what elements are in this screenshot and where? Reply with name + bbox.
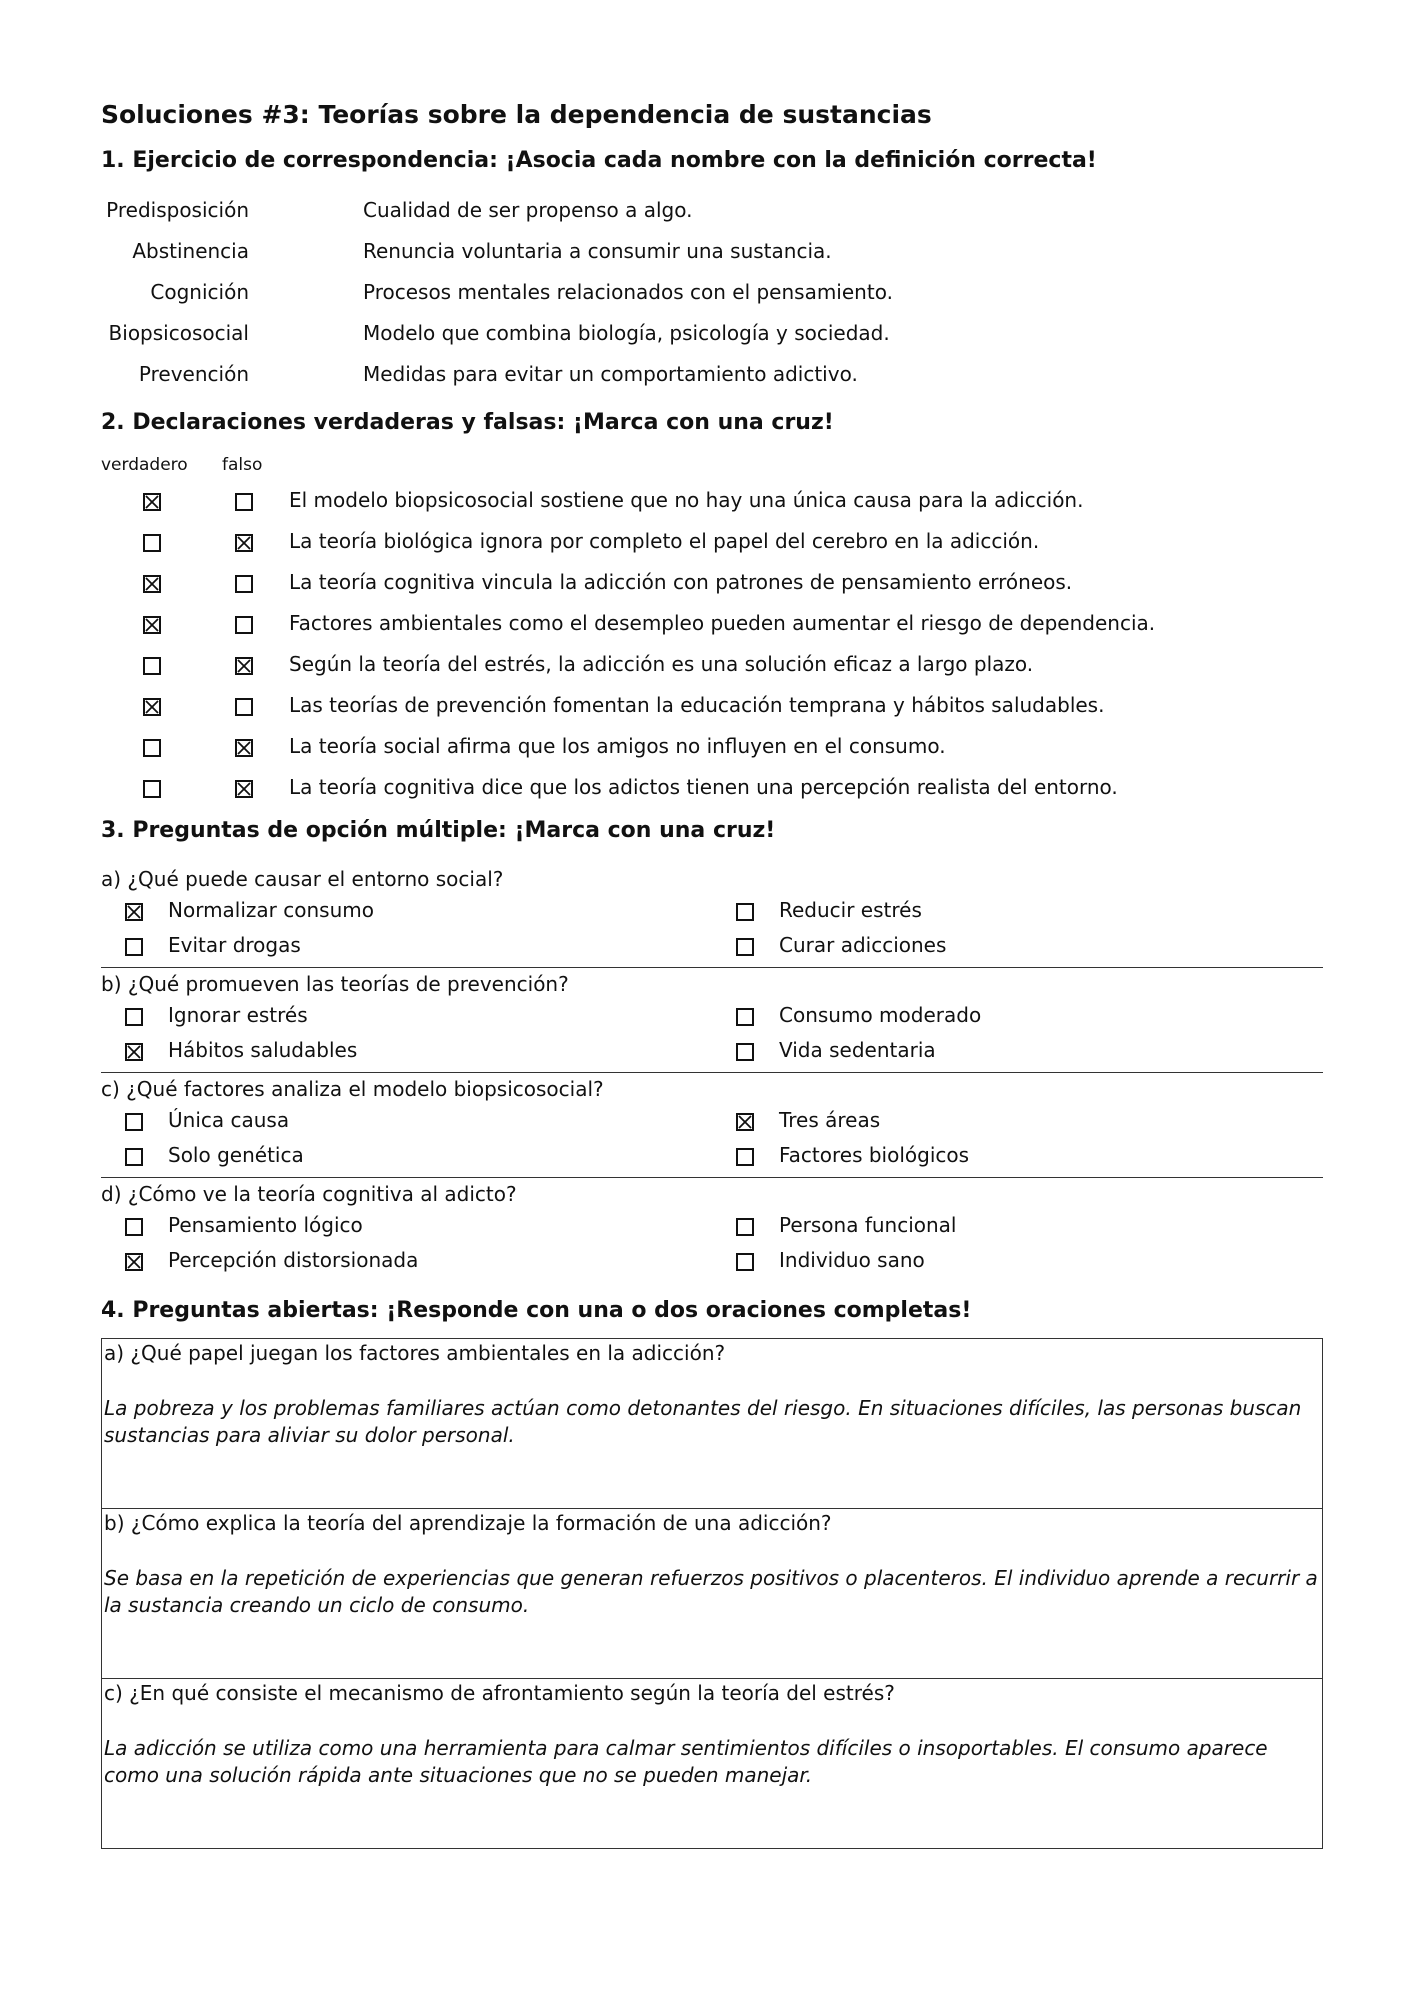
false-checkbox[interactable]	[235, 698, 253, 716]
question-divider	[101, 967, 1323, 968]
answer-text[interactable]: Se basa en la repetición de experiencias que generan refuerzos positivos o placenteros. El individuo aprende a recurrir a la sustancia creando un ciclo de consumo.	[104, 1566, 1318, 1617]
option-checkbox[interactable]	[125, 903, 143, 921]
true-checkbox[interactable]	[143, 575, 161, 593]
true-false-row	[101, 481, 1323, 522]
false-checkbox[interactable]	[235, 534, 253, 552]
option-checkbox[interactable]	[125, 1253, 143, 1271]
false-checkbox[interactable]	[235, 657, 253, 675]
true-checkbox[interactable]	[143, 534, 161, 552]
open-question-cell	[102, 1339, 1322, 1509]
true-false-row	[101, 645, 1323, 686]
option-checkbox[interactable]	[736, 1008, 754, 1026]
matching-term: Cognición	[150, 280, 249, 304]
cross-mark-icon	[127, 1045, 141, 1059]
answer-option[interactable]	[712, 894, 1272, 929]
question-text: a) ¿Qué puede causar el entorno social?	[101, 867, 504, 891]
true-checkbox[interactable]	[143, 780, 161, 798]
matching-definition: Cualidad de ser propenso a algo.	[363, 198, 693, 222]
option-checkbox[interactable]	[125, 1008, 143, 1026]
answer-option[interactable]	[101, 1034, 661, 1069]
section4-heading: 4. Preguntas abiertas: ¡Responde con una o dos oraciones completas!	[101, 1298, 972, 1323]
column-false-label: falso	[222, 455, 263, 475]
true-checkbox[interactable]	[143, 493, 161, 511]
question-divider	[101, 1072, 1323, 1073]
false-checkbox[interactable]	[235, 493, 253, 511]
open-question-text: a) ¿Qué papel juegan los factores ambientales en la adicción?	[104, 1341, 726, 1365]
option-checkbox[interactable]	[736, 1253, 754, 1271]
true-false-row	[101, 686, 1323, 727]
statement-text: La teoría cognitiva vincula la adicción con patrones de pensamiento erróneos.	[289, 570, 1073, 594]
answer-option[interactable]	[101, 929, 661, 964]
option-checkbox[interactable]	[736, 1043, 754, 1061]
true-false-row	[101, 768, 1323, 809]
option-label: Ignorar estrés	[168, 1003, 308, 1027]
option-label: Hábitos saludables	[168, 1038, 358, 1062]
cross-mark-icon	[145, 495, 159, 509]
statement-text: La teoría biológica ignora por completo el papel del cerebro en la adicción.	[289, 529, 1040, 553]
matching-term: Prevención	[138, 362, 249, 386]
cross-mark-icon	[738, 1115, 752, 1129]
false-checkbox[interactable]	[235, 616, 253, 634]
answer-option[interactable]	[712, 1104, 1272, 1139]
answer-option[interactable]	[712, 1034, 1272, 1069]
open-question-text: c) ¿En qué consiste el mecanismo de afrontamiento según la teoría del estrés?	[104, 1681, 895, 1705]
matching-definition: Renuncia voluntaria a consumir una sustancia.	[363, 239, 832, 263]
question-text: b) ¿Qué promueven las teorías de prevención?	[101, 972, 569, 996]
option-label: Persona funcional	[779, 1213, 957, 1237]
true-false-row	[101, 522, 1323, 563]
answer-text[interactable]: La adicción se utiliza como una herramienta para calmar sentimientos difíciles o insoportables. El consumo aparece como una solución rápida ante situaciones que no se pueden manejar.	[104, 1736, 1268, 1787]
option-label: Tres áreas	[779, 1108, 881, 1132]
option-checkbox[interactable]	[125, 1218, 143, 1236]
section3-heading: 3. Preguntas de opción múltiple: ¡Marca con una cruz!	[101, 818, 776, 843]
cross-mark-icon	[237, 782, 251, 796]
answer-option[interactable]	[712, 1139, 1272, 1174]
true-false-row	[101, 563, 1323, 604]
option-label: Vida sedentaria	[779, 1038, 936, 1062]
option-label: Evitar drogas	[168, 933, 301, 957]
question-divider	[101, 1177, 1323, 1178]
answer-text[interactable]: La pobreza y los problemas familiares actúan como detonantes del riesgo. En situaciones difíciles, las personas buscan sustancias para aliviar su dolor personal.	[104, 1396, 1302, 1447]
option-checkbox[interactable]	[125, 1113, 143, 1131]
answer-option[interactable]	[712, 1209, 1272, 1244]
true-false-row	[101, 604, 1323, 645]
answer-option[interactable]	[712, 999, 1272, 1034]
statement-text: La teoría cognitiva dice que los adictos tienen una percepción realista del entorno.	[289, 775, 1118, 799]
answer-option[interactable]	[101, 1139, 661, 1174]
column-true-label: verdadero	[101, 455, 188, 475]
open-question-cell	[102, 1509, 1322, 1679]
cross-mark-icon	[145, 700, 159, 714]
page-title: Soluciones #3: Teorías sobre la dependencia de sustancias	[101, 100, 932, 129]
open-question-cell	[102, 1679, 1322, 1848]
answer-option[interactable]	[101, 1244, 661, 1279]
cross-mark-icon	[145, 577, 159, 591]
matching-definition: Medidas para evitar un comportamiento adictivo.	[363, 362, 858, 386]
option-label: Única causa	[168, 1108, 290, 1132]
statement-text: El modelo biopsicosocial sostiene que no hay una única causa para la adicción.	[289, 488, 1084, 512]
matching-term: Predisposición	[106, 198, 249, 222]
true-checkbox[interactable]	[143, 698, 161, 716]
open-question-text: b) ¿Cómo explica la teoría del aprendizaje la formación de una adicción?	[104, 1511, 832, 1535]
option-checkbox[interactable]	[125, 1148, 143, 1166]
option-label: Pensamiento lógico	[168, 1213, 363, 1237]
option-label: Consumo moderado	[779, 1003, 982, 1027]
option-checkbox[interactable]	[736, 903, 754, 921]
matching-term: Biopsicosocial	[108, 321, 249, 345]
option-checkbox[interactable]	[736, 1148, 754, 1166]
statement-text: Según la teoría del estrés, la adicción es una solución eficaz a largo plazo.	[289, 652, 1034, 676]
answer-option[interactable]	[101, 894, 661, 929]
statement-text: La teoría social afirma que los amigos no influyen en el consumo.	[289, 734, 946, 758]
answer-option[interactable]	[101, 999, 661, 1034]
true-checkbox[interactable]	[143, 739, 161, 757]
option-label: Solo genética	[168, 1143, 304, 1167]
option-label: Normalizar consumo	[168, 898, 374, 922]
matching-definition: Modelo que combina biología, psicología y sociedad.	[363, 321, 890, 345]
option-checkbox[interactable]	[736, 938, 754, 956]
option-label: Percepción distorsionada	[168, 1248, 419, 1272]
false-checkbox[interactable]	[235, 780, 253, 798]
answer-option[interactable]	[712, 1244, 1272, 1279]
cross-mark-icon	[145, 618, 159, 632]
answer-option[interactable]	[101, 1104, 661, 1139]
option-label: Factores biológicos	[779, 1143, 970, 1167]
option-label: Curar adicciones	[779, 933, 947, 957]
option-checkbox[interactable]	[125, 1043, 143, 1061]
option-checkbox[interactable]	[125, 938, 143, 956]
open-questions-table	[101, 1338, 1323, 1849]
statement-text: Las teorías de prevención fomentan la educación temprana y hábitos saludables.	[289, 693, 1105, 717]
option-label: Reducir estrés	[779, 898, 922, 922]
answer-option[interactable]	[101, 1209, 661, 1244]
matching-term: Abstinencia	[132, 239, 249, 263]
false-checkbox[interactable]	[235, 575, 253, 593]
statement-text: Factores ambientales como el desempleo pueden aumentar el riesgo de dependencia.	[289, 611, 1156, 635]
option-label: Individuo sano	[779, 1248, 925, 1272]
cross-mark-icon	[237, 536, 251, 550]
cross-mark-icon	[127, 1255, 141, 1269]
false-checkbox[interactable]	[235, 739, 253, 757]
option-checkbox[interactable]	[736, 1218, 754, 1236]
true-false-row	[101, 727, 1323, 768]
question-text: c) ¿Qué factores analiza el modelo biopsicosocial?	[101, 1077, 604, 1101]
cross-mark-icon	[237, 741, 251, 755]
true-checkbox[interactable]	[143, 616, 161, 634]
matching-definition: Procesos mentales relacionados con el pensamiento.	[363, 280, 893, 304]
answer-option[interactable]	[712, 929, 1272, 964]
section1-heading: 1. Ejercicio de correspondencia: ¡Asocia cada nombre con la definición correcta!	[101, 148, 1097, 173]
cross-mark-icon	[237, 659, 251, 673]
question-text: d) ¿Cómo ve la teoría cognitiva al adicto?	[101, 1182, 517, 1206]
cross-mark-icon	[127, 905, 141, 919]
section2-heading: 2. Declaraciones verdaderas y falsas: ¡Marca con una cruz!	[101, 410, 834, 435]
option-checkbox[interactable]	[736, 1113, 754, 1131]
true-checkbox[interactable]	[143, 657, 161, 675]
